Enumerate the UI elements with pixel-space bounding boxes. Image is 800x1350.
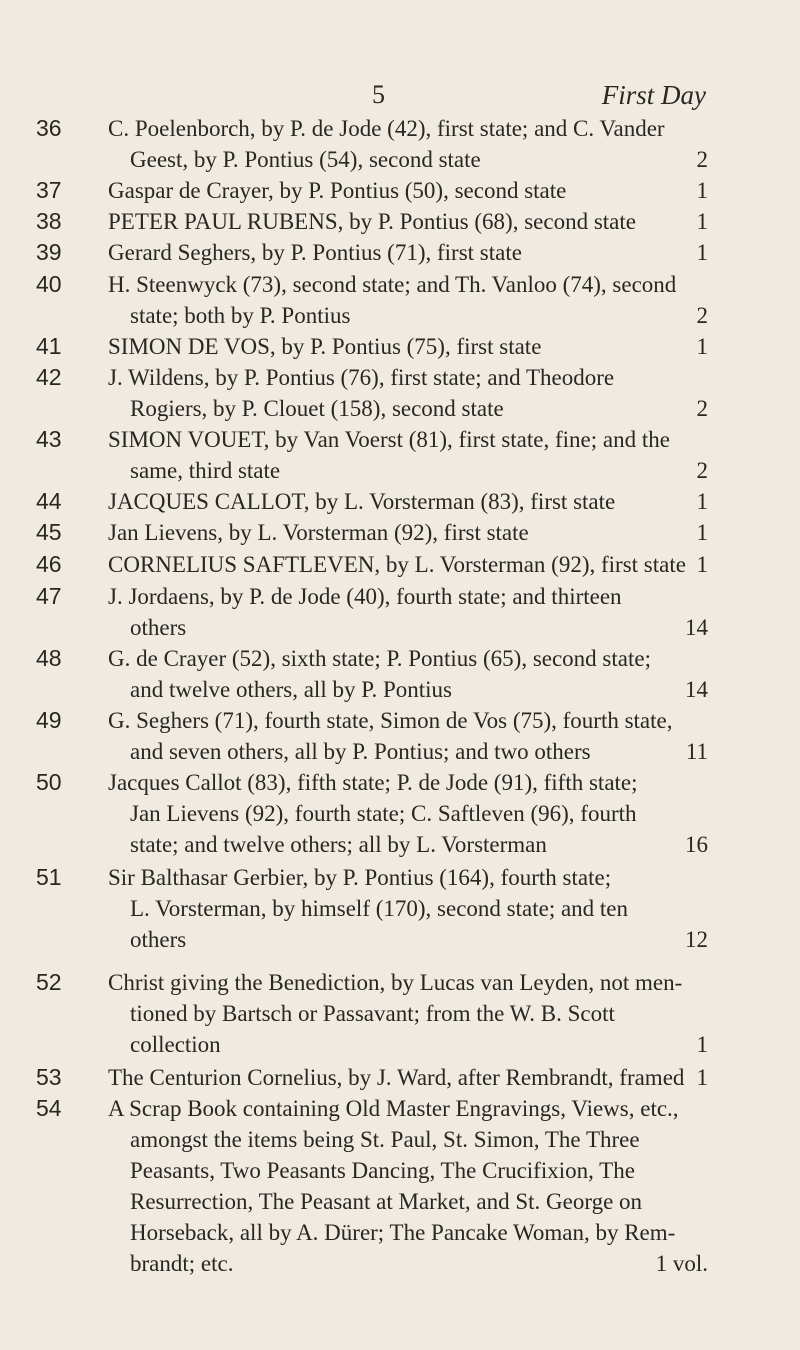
lot-number: 39	[36, 239, 62, 265]
lot-entry	[0, 767, 800, 860]
lot-description-line: Geest, by P. Pontius (54), second state 2	[0, 144, 800, 175]
lot-description-line: C. Poelenborch, by P. de Jode (42), first state; and C. Vander	[108, 116, 665, 141]
lot-quantity: 11	[685, 739, 708, 764]
lot-entry	[0, 643, 800, 705]
lot-entry	[0, 113, 800, 175]
lot-number: 41	[36, 333, 62, 359]
lot-description-line: state; both by P. Pontius 2	[0, 300, 800, 331]
lot-description-line: and seven others, all by P. Pontius; and two others 11	[0, 736, 800, 767]
lot-entry	[0, 517, 800, 548]
lot-description-line: CORNELIUS SAFTLEVEN, by L. Vorsterman (92), first state 1	[0, 549, 800, 580]
lot-quantity: 1	[696, 1032, 708, 1057]
lot-description-line: state; and twelve others; all by L. Vorsterman 16	[0, 829, 800, 860]
lot-description-line: G. Seghers (71), fourth state, Simon de Vos (75), fourth state,	[108, 708, 673, 733]
lot-number: 51	[36, 864, 62, 890]
lot-description-line: Jan Lievens (92), fourth state; C. Saftleven (96), fourth	[130, 801, 637, 826]
lot-number: 38	[36, 208, 62, 234]
lot-description-line: tioned by Bartsch or Passavant; from the W. B. Scott	[130, 1001, 615, 1026]
lot-description-line: collection 1	[0, 1029, 800, 1060]
lot-description-line: others 14	[0, 612, 800, 643]
lot-number: 40	[36, 271, 62, 297]
page-number: 5	[372, 80, 385, 109]
lot-entry	[0, 175, 800, 206]
lot-description-line: Peasants, Two Peasants Dancing, The Crucifixion, The	[130, 1158, 635, 1183]
lot-entry	[0, 424, 800, 486]
lot-entry	[0, 549, 800, 580]
lot-description-line: Gaspar de Crayer, by P. Pontius (50), second state 1	[0, 175, 800, 206]
lot-entry	[0, 486, 800, 517]
lot-quantity: 1	[696, 334, 708, 359]
lot-quantity: 1	[696, 209, 708, 234]
lot-quantity: 2	[696, 458, 708, 483]
lot-quantity: 1	[696, 178, 708, 203]
lot-number: 42	[36, 364, 62, 390]
running-title: First Day	[601, 80, 706, 110]
lot-number: 53	[36, 1064, 62, 1090]
lot-description-line: same, third state 2	[0, 455, 800, 486]
lot-description-line: brandt; etc. 1 vol.	[0, 1248, 800, 1279]
lot-entry	[0, 331, 800, 362]
lot-entry	[0, 1093, 800, 1279]
lot-number: 54	[36, 1095, 62, 1121]
lot-description-line: Horseback, all by A. Dürer; The Pancake Woman, by Rem-	[130, 1220, 676, 1245]
lot-number: 48	[36, 645, 62, 671]
lot-quantity: 16	[685, 832, 708, 857]
lot-description-line: Resurrection, The Peasant at Market, and St. George on	[130, 1189, 643, 1214]
lot-description-line: J. Jordaens, by P. de Jode (40), fourth state; and thirteen	[108, 584, 622, 609]
lot-description-line: Rogiers, by P. Clouet (158), second state 2	[0, 393, 800, 424]
lot-quantity: 12	[685, 927, 708, 952]
lot-description-line: Jan Lievens, by L. Vorsterman (92), first state 1	[0, 517, 800, 548]
lot-quantity: 14	[685, 677, 708, 702]
lot-entry	[0, 862, 800, 955]
lot-number: 47	[36, 583, 62, 609]
lot-number: 37	[36, 177, 62, 203]
lot-description-line: H. Steenwyck (73), second state; and Th. Vanloo (74), second	[108, 272, 677, 297]
lot-number: 43	[36, 426, 62, 452]
lot-quantity: 1	[696, 552, 708, 577]
lot-quantity: 2	[696, 303, 708, 328]
lot-description-line: and twelve others, all by P. Pontius 14	[0, 674, 800, 705]
lot-entry	[0, 237, 800, 268]
lot-description-line: Sir Balthasar Gerbier, by P. Pontius (164), fourth state;	[108, 865, 612, 890]
lot-description-line: amongst the items being St. Paul, St. Simon, The Three	[130, 1127, 640, 1152]
lot-description-line: The Centurion Cornelius, by J. Ward, after Rembrandt, framed 1	[0, 1062, 800, 1093]
lot-description-line: Gerard Seghers, by P. Pontius (71), first state 1	[0, 237, 800, 268]
lot-quantity: 1	[696, 520, 708, 545]
lot-number: 50	[36, 769, 62, 795]
lot-description-line: PETER PAUL RUBENS, by P. Pontius (68), second state 1	[0, 206, 800, 237]
lot-entry	[0, 705, 800, 767]
lot-quantity: 1	[696, 240, 708, 265]
page-header	[0, 80, 800, 114]
lot-quantity: 1	[696, 1065, 708, 1090]
lot-number: 45	[36, 519, 62, 545]
lot-quantity: 1	[696, 489, 708, 514]
lot-description-line: JACQUES CALLOT, by L. Vorsterman (83), first state 1	[0, 486, 800, 517]
lot-description-line: Christ giving the Benediction, by Lucas van Leyden, not men-	[108, 970, 683, 995]
lot-entry	[0, 206, 800, 237]
lot-entry	[0, 1062, 800, 1093]
lot-description-line: G. de Crayer (52), sixth state; P. Pontius (65), second state;	[108, 646, 651, 671]
lot-description-line: L. Vorsterman, by himself (170), second state; and ten	[130, 896, 629, 921]
lot-number: 46	[36, 551, 62, 577]
lot-number: 52	[36, 969, 62, 995]
lot-quantity: 14	[685, 615, 708, 640]
lot-quantity: 2	[696, 396, 708, 421]
lot-description-line: SIMON VOUET, by Van Voerst (81), first state, fine; and the	[108, 427, 670, 452]
lot-entry	[0, 362, 800, 424]
lot-entry	[0, 269, 800, 331]
lot-number: 49	[36, 707, 62, 733]
lot-description-line: others 12	[0, 924, 800, 955]
lot-quantity: 2	[696, 147, 708, 172]
lot-list	[0, 113, 800, 1279]
lot-description-line: Jacques Callot (83), fifth state; P. de Jode (91), fifth state;	[108, 770, 638, 795]
lot-description-line: J. Wildens, by P. Pontius (76), first state; and Theodore	[108, 365, 615, 390]
lot-entry	[0, 581, 800, 643]
lot-entry	[0, 967, 800, 1060]
lot-number: 44	[36, 488, 62, 514]
lot-description-line: SIMON DE VOS, by P. Pontius (75), first state 1	[0, 331, 800, 362]
lot-description-line: A Scrap Book containing Old Master Engravings, Views, etc.,	[108, 1096, 679, 1121]
lot-quantity: 1 vol.	[655, 1251, 708, 1276]
lot-number: 36	[36, 115, 62, 141]
